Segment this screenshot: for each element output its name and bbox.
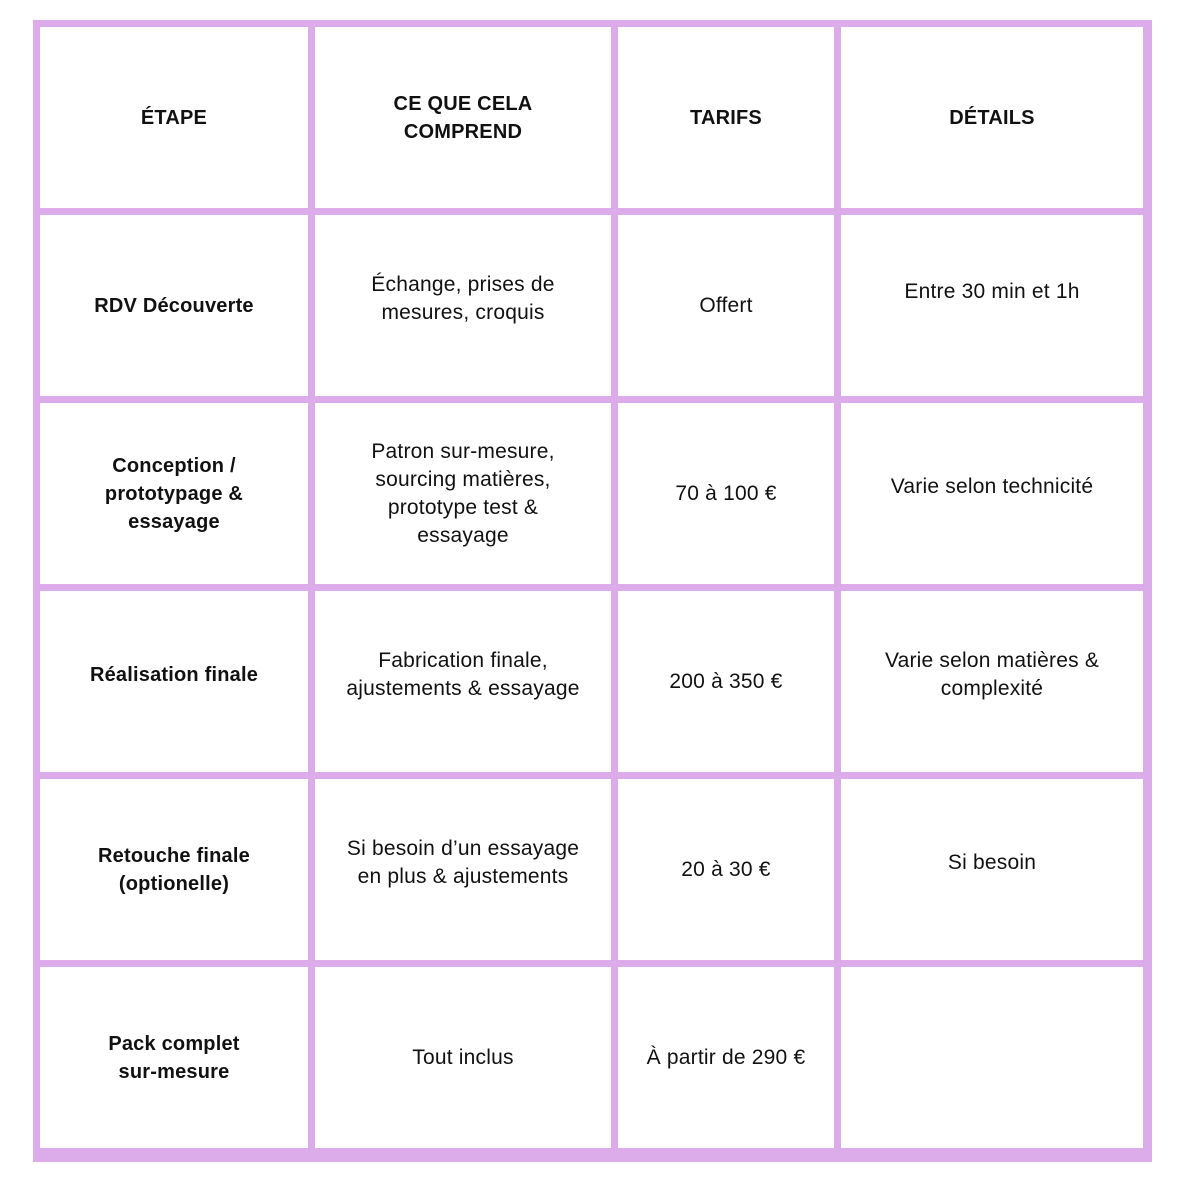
pricing-table [33, 20, 1152, 1162]
row-etape-cell: Réalisation finale [40, 591, 308, 772]
header-comprend: CE QUE CELA COMPREND [315, 27, 611, 208]
row-comprend-cell: Patron sur-mesure, sourcing matières, prototype test & essayage [315, 403, 611, 584]
row-comprend-cell: Fabrication finale, ajustements & essayage [315, 591, 611, 772]
row-etape-cell: Conception / prototypage & essayage [40, 403, 308, 584]
header-etape: ÉTAPE [40, 27, 308, 208]
row-etape-cell: Pack complet sur-mesure [40, 967, 308, 1148]
row-tarif-cell: 200 à 350 € [618, 591, 834, 772]
row-tarif-cell: 70 à 100 € [618, 403, 834, 584]
row-tarif-cell: À partir de 290 € [618, 967, 834, 1148]
row-details-cell [841, 967, 1143, 1148]
header-details: DÉTAILS [841, 27, 1143, 208]
row-etape-cell: RDV Découverte [40, 215, 308, 396]
row-tarif-cell: 20 à 30 € [618, 779, 834, 960]
row-tarif-cell: Offert [618, 215, 834, 396]
row-details-cell: Entre 30 min et 1h [841, 215, 1143, 396]
row-comprend-cell: Si besoin d’un essayage en plus & ajustements [315, 779, 611, 960]
row-details-cell: Varie selon technicité [841, 403, 1143, 584]
row-etape-cell: Retouche finale (optionelle) [40, 779, 308, 960]
header-tarifs: TARIFS [618, 27, 834, 208]
row-comprend-cell: Tout inclus [315, 967, 611, 1148]
row-details-cell: Varie selon matières & complexité [841, 591, 1143, 772]
row-comprend-cell: Échange, prises de mesures, croquis [315, 215, 611, 396]
row-details-cell: Si besoin [841, 779, 1143, 960]
